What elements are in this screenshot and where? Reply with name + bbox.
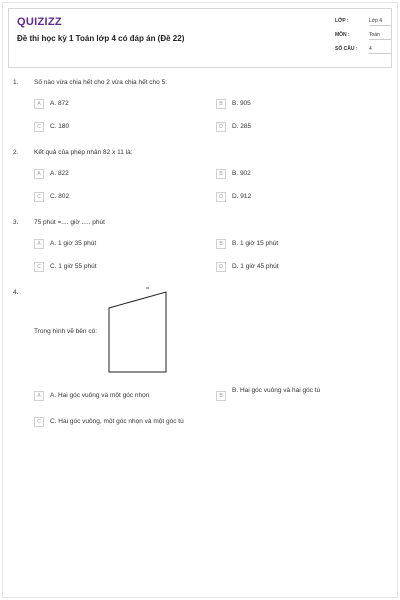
option-checkbox[interactable]: D xyxy=(216,122,226,132)
option-checkbox[interactable]: C xyxy=(34,262,44,272)
quizizz-logo: QUIZIZZ xyxy=(17,16,62,28)
quadrilateral-shape xyxy=(109,292,166,372)
worksheet-title: Đề thi học kỳ 1 Toán lớp 4 có đáp án (Đề 22) xyxy=(17,34,185,43)
page-border xyxy=(2,2,398,598)
question-4-number: 4. xyxy=(13,289,19,296)
option-text: C. 180 xyxy=(50,123,70,130)
meta-subject-label: MÔN : xyxy=(335,32,350,38)
option-checkbox[interactable]: C xyxy=(34,192,44,202)
option-text: D. 912 xyxy=(232,193,252,200)
question-4-text: Trong hình vẽ bên có: xyxy=(34,328,97,335)
option-text: B. Hai góc vuông và hai góc tù xyxy=(232,387,321,394)
option-checkbox[interactable]: B xyxy=(216,391,226,401)
option-checkbox[interactable]: B xyxy=(216,99,226,109)
option-checkbox[interactable]: A xyxy=(34,99,44,109)
quadrilateral-figure xyxy=(106,286,170,374)
meta-subject-value: Toán xyxy=(369,32,391,40)
option-text: D. 1 giờ 45 phút xyxy=(232,263,279,270)
option-text: B. 905 xyxy=(232,100,251,107)
option-checkbox[interactable]: D xyxy=(216,192,226,202)
option-checkbox[interactable]: C xyxy=(34,122,44,132)
option-text: A. Hai góc vuông và một góc nhọn xyxy=(50,392,150,399)
option-text: B. 1 giờ 15 phút xyxy=(232,240,279,247)
option-text: D. 285 xyxy=(232,123,252,130)
question-1-text: Số nào vừa chia hết cho 2 vừa chia hết cho 5: xyxy=(34,79,168,86)
question-1-number: 1. xyxy=(13,79,19,86)
meta-grade-label: LỚP : xyxy=(335,18,349,24)
meta-grade-value: Lớp 4 xyxy=(369,18,391,26)
option-text: A. 1 giờ 35 phút xyxy=(50,240,97,247)
question-2-number: 2. xyxy=(13,149,19,156)
option-text: B. 902 xyxy=(232,170,251,177)
meta-count-label: SỐ CÂU : xyxy=(335,46,358,52)
option-text: A. 872 xyxy=(50,100,69,107)
question-3-number: 3. xyxy=(13,219,19,226)
option-text: A. 822 xyxy=(50,170,69,177)
option-checkbox[interactable]: A xyxy=(34,169,44,179)
worksheet-header xyxy=(8,8,392,68)
question-3-text: 75 phút =.... giờ ..... phút xyxy=(34,219,105,226)
option-checkbox[interactable]: C xyxy=(34,417,44,427)
meta-count-value: 4 xyxy=(369,46,391,54)
option-text: C. Hai góc vuông, một góc nhọn và một góc tù xyxy=(50,418,184,425)
option-checkbox[interactable]: A xyxy=(34,239,44,249)
option-text: C. 802 xyxy=(50,193,70,200)
option-text: C. 1 giờ 55 phút xyxy=(50,263,97,270)
option-checkbox[interactable]: B xyxy=(216,169,226,179)
option-checkbox[interactable]: D xyxy=(216,262,226,272)
option-checkbox[interactable]: A xyxy=(34,391,44,401)
option-checkbox[interactable]: B xyxy=(216,239,226,249)
question-2-text: Kết quả của phép nhân 82 x 11 là: xyxy=(34,149,133,156)
